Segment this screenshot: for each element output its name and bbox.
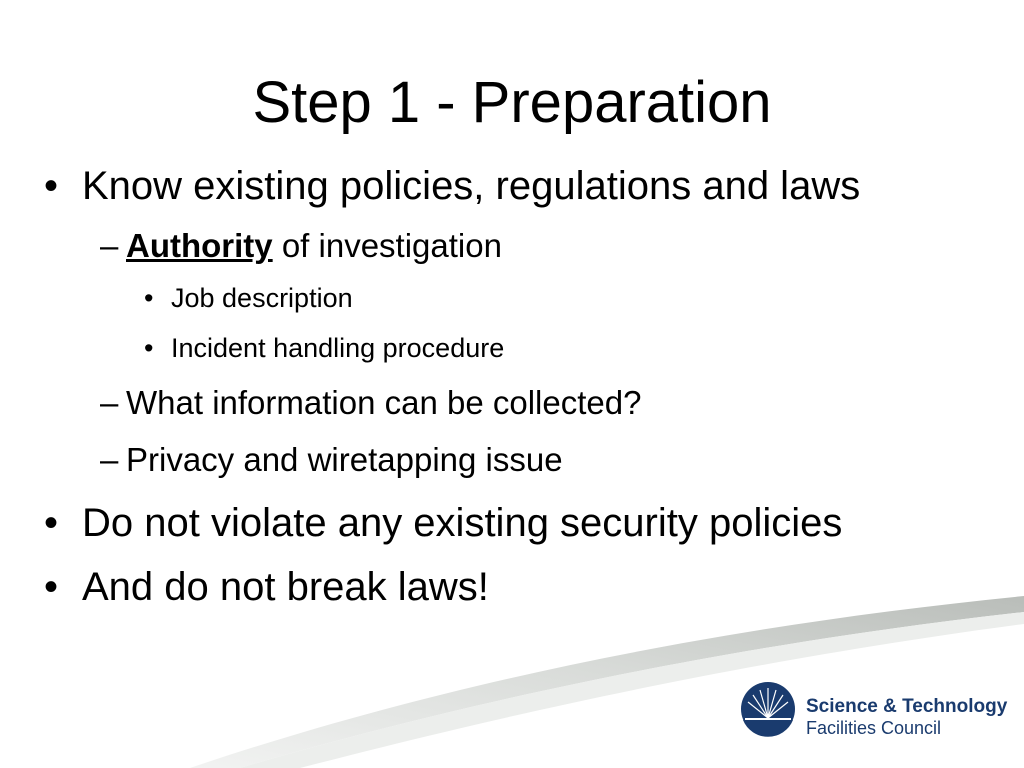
bullet-text: Know existing policies, regulations and laws (82, 164, 861, 208)
slide-title: Step 1 - Preparation (252, 70, 772, 135)
logo-subtext: Facilities Council (806, 718, 942, 738)
bullet-text: Job description (171, 283, 353, 313)
dash-icon: – (100, 384, 119, 421)
dash-icon: – (100, 227, 119, 264)
stfc-logo-icon (739, 680, 797, 738)
emphasized-text: Authority (126, 227, 273, 264)
bullet-text: of investigation (272, 227, 502, 264)
bullet-icon: • (144, 283, 154, 313)
logo-text: Science & Technology (806, 696, 1008, 717)
bullet-text: Privacy and wiretapping issue (126, 441, 563, 478)
bullet-icon: • (44, 501, 59, 545)
bullet-icon: • (144, 333, 154, 363)
bullet-text: What information can be collected? (126, 384, 642, 421)
dash-icon: – (100, 441, 119, 478)
bullet-icon: • (44, 565, 59, 609)
bullet-text: Incident handling procedure (171, 333, 505, 363)
bullet-icon: • (44, 164, 59, 208)
bullet-text: And do not break laws! (82, 565, 489, 609)
bullet-text: Do not violate any existing security policies (82, 501, 843, 545)
